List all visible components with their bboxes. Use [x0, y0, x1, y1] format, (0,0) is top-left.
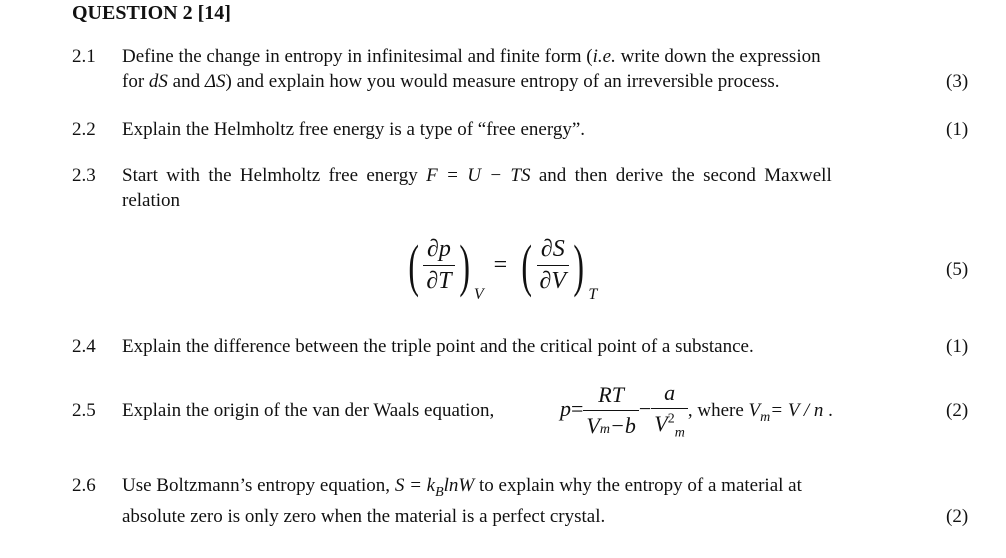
marks-2-2: (1) [946, 119, 969, 140]
maxwell-relation: ( $\frac{\partial p}{\partial T}$ ) $_V$ = ( $\frac{\partial S}{\partial V}$ ) $_T$ [408, 232, 598, 304]
question-heading: QUESTION 2 [14] [72, 2, 231, 24]
marks-2-5: (2) [946, 400, 969, 421]
marks-2-3: (5) [946, 259, 969, 280]
item-number: 2.6 [72, 475, 96, 496]
marks-2-4: (1) [946, 336, 969, 357]
item-2-3-line-1: Start with the Helmholtz free energy F = U − TS and then derive the second Maxwell [122, 165, 832, 186]
item-2-6-line-1: Use Boltzmann’s entropy equation, $S = k_B\ln W$ to explain why the entropy of a material at [122, 475, 802, 500]
item-number: 2.2 [72, 119, 96, 140]
item-2-6-line-2: absolute zero is only zero when the material is a perfect crystal. [122, 506, 606, 527]
item-2-4-text: Explain the difference between the triple point and the critical point of a substance. [122, 336, 754, 357]
item-2-2-text: Explain the Helmholtz free energy is a type of “free energy”. [122, 119, 586, 140]
marks-2-6: (2) [946, 506, 969, 527]
item-number: 2.3 [72, 165, 96, 186]
item-number: 2.5 [72, 400, 96, 421]
helmholtz-formula: F = U − TS [426, 165, 531, 186]
item-2-1-line-1: Define the change in entropy in infinitesimal and finite form (i.e. write down the expression [122, 46, 821, 67]
item-2-3-line-2: relation [122, 190, 181, 211]
item-2-5-text: Explain the origin of the van der Waals equation, [122, 400, 495, 421]
item-number: 2.1 [72, 46, 96, 67]
item-number: 2.4 [72, 336, 96, 357]
van-der-waals-equation: p= $\frac{RT}{Vm-b}$ − $\frac{a}{V^2_m}$ , where $V_m= V / n$ . [560, 380, 833, 441]
item-2-1-line-2: for dS and ΔS) and explain how you would measure entropy of an irreversible process. [122, 71, 780, 92]
marks-2-1: (3) [946, 71, 969, 92]
